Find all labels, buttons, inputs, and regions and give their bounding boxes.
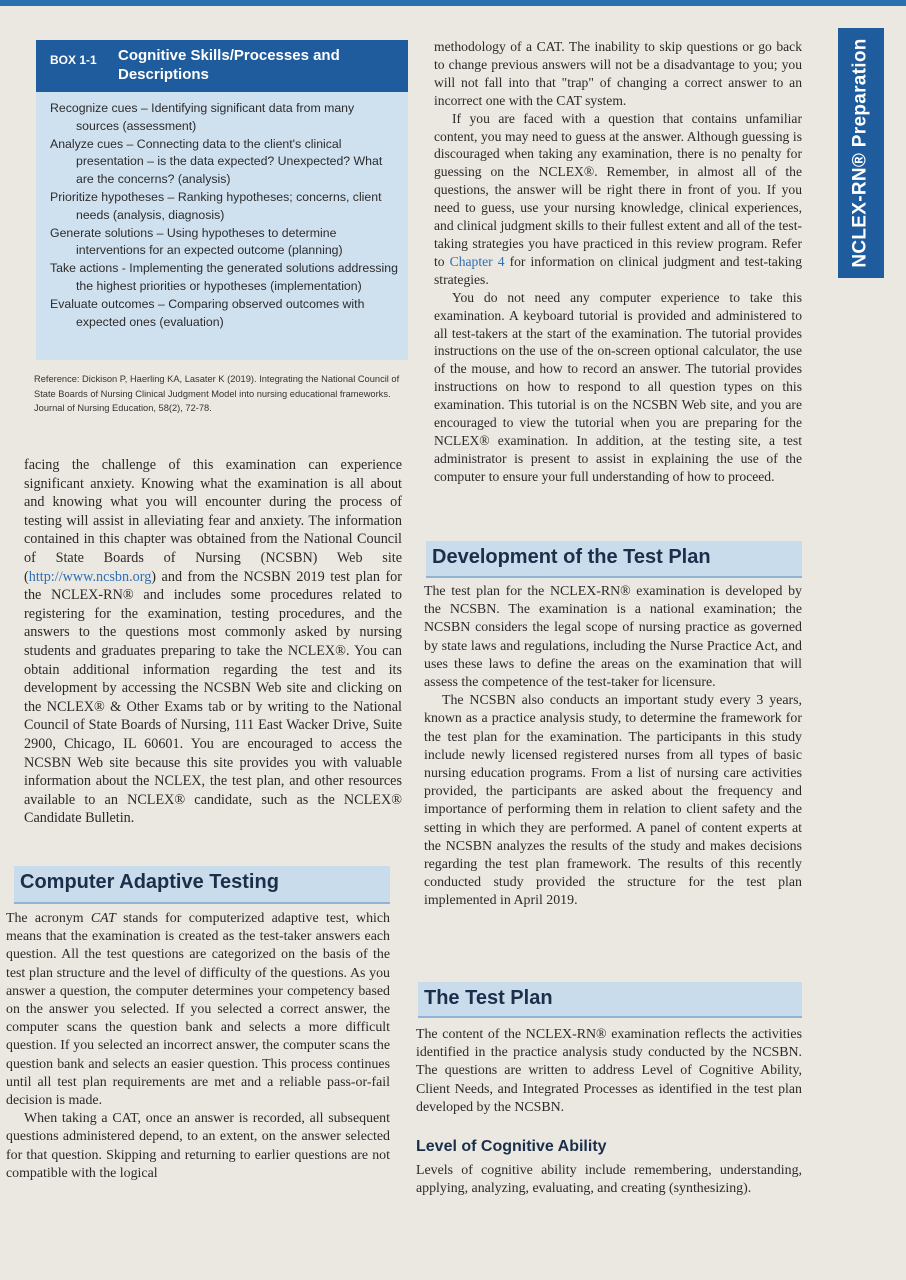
chapter-side-tab bbox=[838, 28, 884, 278]
box-header bbox=[36, 40, 408, 92]
chapter-4-link[interactable]: Chapter 4 bbox=[449, 253, 505, 269]
box-item-evaluate-outcomes: Evaluate outcomes – Comparing observed outcomes with expected ones (evaluation) bbox=[50, 296, 365, 329]
test-plan-section bbox=[416, 1026, 802, 1117]
box-title: Cognitive Skills/Processes and Descriptions bbox=[118, 47, 340, 83]
ncsbn-url-link[interactable]: http://www.ncsbn.org bbox=[28, 568, 152, 585]
box-item-recognize-cues: Recognize cues – Identifying significant data from many sources (assessment) bbox=[50, 101, 355, 133]
test-plan-heading: The Test Plan bbox=[418, 982, 802, 1018]
left-intro bbox=[24, 456, 402, 828]
box-number: BOX 1-1 bbox=[50, 53, 97, 67]
cognitive-ability-section bbox=[416, 1162, 802, 1198]
cat-heading: Computer Adaptive Testing bbox=[14, 866, 390, 904]
cognitive-ability-paragraph: Levels of cognitive ability include remembering, understanding, applying, analyzing, evaluating, and creating (synthesizing). bbox=[416, 1163, 802, 1197]
box-1-1 bbox=[36, 40, 408, 360]
box-body bbox=[36, 92, 408, 331]
development-section bbox=[424, 583, 802, 911]
box-item-analyze-cues: Analyze cues – Connecting data to the client's clinical presentation – is the data expected? Unexpected? What are the concerns? (analysis) bbox=[50, 136, 383, 187]
development-paragraph-1: The test plan for the NCLEX-RN® examination is developed by the NCSBN. The examination is a national examination; the NCSBN considers the legal scope of nursing practice as governed by state laws and regulations, including the Nurse Practice Act, and uses these laws to define the areas on the examination that will assess the competence of the test-taker for licensure. bbox=[424, 584, 802, 691]
side-tab-label: NCLEX-RN® Preparation bbox=[850, 38, 872, 268]
box-item-take-actions: Take actions - Implementing the generated solutions addressing the highest priorities or hypotheses (implementation) bbox=[50, 261, 398, 293]
right-top bbox=[434, 38, 802, 486]
top-accent-bar bbox=[0, 0, 906, 6]
box-item-generate-solutions: Generate solutions – Using hypotheses to determine interventions for an expected outcome (planning) bbox=[50, 225, 343, 258]
development-heading: Development of the Test Plan bbox=[426, 541, 802, 578]
cognitive-ability-heading: Level of Cognitive Ability bbox=[416, 1138, 607, 1155]
box-reference: Reference: Dickison P, Haerling KA, Lasater K (2019). Integrating the National Council of State Boards of Nursing Clinical Judgment Model into nursing educational frameworks. Journal of Nursing Education, 58(2), 72-78. bbox=[34, 374, 400, 413]
intro-paragraph: facing the challenge of this examination can experience significant anxiety. Knowing what the examination is all about and knowing what you will encounter during the process of testing will assist in alleviating fear and anxiety. The information contained in this chapter was obtained from the National Council of State Boards of Nursing (NCSBN) Web site (http://www.ncsbn.org) and from the NCSBN 2019 test plan for the NCLEX-RN® and includes some procedures related to registering for the examination, testing procedures, and the answers to the questions most commonly asked by nursing students and graduates preparing to take the NCLEX®. You can obtain additional information regarding the test and its development by accessing the NCSBN Web site and clicking on the NCLEX® & Other Exams tab or by writing to the National Council of State Boards of Nursing, 111 East Wacker Drive, Suite 2900, Chicago, IL 60601. You are encouraged to access the NCSBN Web site because this site provides you with valuable information about the NCLEX, the test plan, and other resources available to an NCLEX® candidate, such as the NCLEX® Candidate Bulletin. bbox=[24, 457, 402, 827]
right-paragraph-2: If you are faced with a question that contains unfamiliar content, you may need to guess at the answer. Although guessing is discouraged when taking any examination, there is no penalty for guessing on the NCLEX®. Remember, in almost all of the questions, the answer will be right there in front of you. If you need to guess, use your nursing knowledge, clinical experiences, and clinical judgment skills to their fullest extent and all of the test-taking strategies you have practiced in this review program. Refer to Chapter 4 for information on clinical judgment and test-taking strategies. bbox=[434, 110, 802, 287]
development-paragraph-2: The NCSBN also conducts an important study every 3 years, known as a practice analysis study, to determine the framework for the test plan for the examination. The participants in this study include newly licensed registered nurses from all types of basic nursing education programs. From a list of nursing care activities provided, the participants are asked about the frequency and importance of performing them in relation to client safety and the setting in which they are performed. A panel of content experts at the NCSBN analyzes the results of the study and makes decisions regarding the test plan framework. The results of this recently conducted study provided the structure for the test plan implemented in April 2019. bbox=[424, 693, 802, 909]
cat-paragraph-1: The acronym CAT stands for computerized adaptive test, which means that the examination is created as the test-taker answers each question. All the test questions are categorized on the basis of the test plan structure and the level of difficulty of the questions. As you answer a question, the computer determines your competency based on the answer you selected. If you selected a correct answer, the computer scans the question bank and selects a more difficult question. If you selected an incorrect answer, the computer scans the question bank and selects an easier question. This process continues until all test plan requirements are met and a reliable pass-or-fail decision is made. bbox=[6, 911, 390, 1109]
right-paragraph-1: methodology of a CAT. The inability to skip questions or go back to change previous answers will not be a disadvantage to you; you will not fall into that "trap" of changing a correct answer to an incorrect one with the CAT system. bbox=[434, 39, 802, 108]
right-paragraph-3: You do not need any computer experience to take this examination. A keyboard tutorial is provided and administered to all test-takers at the start of the examination. The tutorial provides instructions on the use of the on-screen optional calculator, the use of the mouse, and how to record an answer. The tutorial provides instructions on how to respond to all question types on this examination. This tutorial is on the NCSBN Web site, and you are encouraged to view the tutorial when you are preparing for the NCLEX® examination. In addition, at the testing site, a test administrator is present to assist in explaining the use of the computer to ensure your full understanding of how to proceed. bbox=[434, 289, 802, 484]
cat-section bbox=[6, 910, 390, 1183]
cat-paragraph-2: When taking a CAT, once an answer is recorded, all subsequent questions administered depend, to an extent, on the answer selected for that question. Skipping and returning to earlier questions are not compatible with the logical bbox=[6, 1111, 390, 1181]
box-item-prioritize-hypotheses: Prioritize hypotheses – Ranking hypotheses; concerns, client needs (analysis, diagnosis) bbox=[50, 189, 382, 222]
test-plan-paragraph: The content of the NCLEX-RN® examination reflects the activities identified in the practice analysis study conducted by the NCSBN. The questions are written to address Level of Cognitive Ability, Client Needs, and Integrated Processes as identified in the test plan developed by the NCSBN. bbox=[416, 1027, 802, 1115]
